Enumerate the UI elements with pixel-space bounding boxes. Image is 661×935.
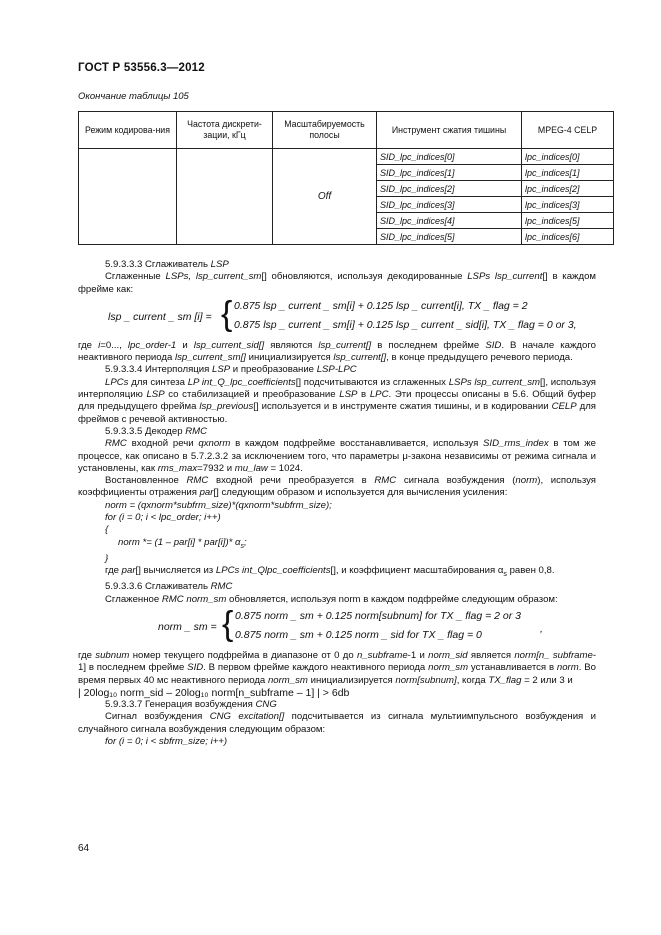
formula-rmc-smoothing	[78, 604, 596, 647]
col-header-silence-tool: Инструмент сжатия тишины	[377, 112, 522, 149]
code-line: for (i = 0; i < sbfrm_size; i++)	[105, 736, 228, 748]
document-header: ГОСТ Р 53556.3—2012	[78, 62, 205, 74]
formula-threshold: | 20log₁₀ norm_sid – 20log₁₀ norm[n_subframe – 1] | > 6db	[78, 686, 350, 699]
paragraph: RMC входной речи qxnorm в каждом подфрейме восстанавливается, используя SID_rms_index в том же процессе, как описано в 5.7.2.3.2 за исключением того, что параметры μ-закона независимы от режима сигнала и установлены, как rms_max=7932 и mu_law = 1024.	[78, 438, 596, 474]
paragraph: Сглаженное RMC norm_sm обновляется, используя norm в каждом подфрейме следующим образом:	[105, 593, 558, 605]
table-caption: Окончание таблицы 105	[78, 91, 189, 102]
cell-celp: lpc_indices[6]	[522, 229, 614, 245]
paragraph: где subnum номер текущего подфрейма в диапазоне от 0 до n_subframe-1 и norm_sid является norm[n_ subframe- 1] в последнем фрейме SID. В первом фрейме каждого неактивного периода norm_sm устанавливается в norm. Во время первых 40 мс неактивного периода norm_sm инициализируется norm[subnum], когда TX_flag = 2 или 3 и	[78, 649, 597, 686]
formula-comma: ,	[540, 622, 543, 635]
formula-case-2: 0.875 norm _ sm + 0.125 norm _ sid for TX _ flag = 0	[235, 628, 482, 641]
cell-sid: SID_lpc_indices[0]	[377, 149, 522, 165]
cell-celp: lpc_indices[0]	[522, 149, 614, 165]
cell-sid: SID_lpc_indices[1]	[377, 165, 522, 181]
section-heading-cng-excitation: 5.9.3.3.7 Генерация возбуждения CNG	[105, 699, 277, 711]
col-header-scalability: Масштабируемость полосы	[273, 112, 377, 149]
formula-brace: {	[221, 294, 233, 333]
page-number: 64	[78, 843, 90, 854]
col-header-sampling: Частота дискрети-зации, кГц	[177, 112, 273, 149]
cell-celp: lpc_indices[1]	[522, 165, 614, 181]
code-line: norm = (qxnorm*subfrm_size)*(qxnorm*subfrm_size);	[105, 499, 332, 511]
col-header-mode: Режим кодирова-ния	[79, 112, 177, 149]
paragraph: Востановленное RMC входной речи преобразуется в RMC сигнала возбуждения (norm), используя коэффициенты отражения par[] следующим образом и используется для вычисления усиления:	[78, 475, 596, 499]
code-line: norm *= (1 – par[i] * par[i])* $\alpha_s$;	[118, 536, 247, 550]
cell-sid: SID_lpc_indices[3]	[377, 197, 522, 213]
cell-sampling	[177, 149, 273, 245]
cell-celp: lpc_indices[5]	[522, 213, 614, 229]
cell-celp: lpc_indices[2]	[522, 181, 614, 197]
formula-brace: {	[222, 604, 234, 643]
paragraph: LPCs для синтеза LP int_Q_lpc_coefficients[] подсчитываются из сглаженных LSPs lsp_current_sm[], используя интерполяцию LSP со стабилизацией и преобразование LSP в LPC. Эти процессы описаны в 5.6. Общий буфер для предыдущего фрейма lsp_previous[] используется и в инструменте сжатия тишины, и в кодировании CELP для фреймов с речевой активностью.	[78, 376, 596, 425]
paragraph: Сигнал возбуждения CNG excitation[] подсчитывается из сигнала мультиимпульсного возбуждения и случайного сигнала возбуждения следующим образом:	[78, 711, 596, 735]
cell-scalability: Off	[273, 149, 377, 245]
section-heading-rmc-smoother: 5.9.3.3.6 Сглаживатель RMC	[105, 581, 233, 593]
table-105-end	[78, 111, 614, 245]
cell-sid: SID_lpc_indices[4]	[377, 213, 522, 229]
col-header-celp: MPEG-4 CELP	[522, 112, 614, 149]
cell-celp: lpc_indices[3]	[522, 197, 614, 213]
cell-mode	[79, 149, 177, 245]
code-line: for (i = 0; i < lpc_order; i++)	[105, 512, 221, 524]
formula-case-2: 0.875 lsp _ current _ sm[i] + 0.125 lsp _ current _ sid[i], TX _ flag = 0 or 3,	[234, 318, 577, 331]
paragraph: где par[] вычисляется из LPCs int_Qlpc_coefficients[], и коэффициент масштабирования $\alpha_s$ равен 0,8.	[105, 565, 555, 579]
section-heading-rmc-decoder: 5.9.3.3.5 Декодер RMC	[105, 425, 208, 437]
section-heading-lsp-smoother: 5.9.3.3.3 Сглаживатель LSP	[105, 259, 229, 270]
body-text	[78, 259, 596, 748]
code-line: }	[105, 552, 109, 564]
table-header-row	[79, 112, 614, 149]
formula-lsp-smoothing	[78, 294, 596, 337]
paragraph: где i=0..., lpc_order-1 и lsp_current_sid[] являются lsp_current[] в последнем фрейме SID. В начале каждого неактивного периода lsp_current_sm[] инициализируется lsp_current[], в конце предыдущего речевого периода.	[78, 339, 596, 364]
cell-sid: SID_lpc_indices[5]	[377, 229, 522, 245]
formula-case-1: 0.875 norm _ sm + 0.125 norm[subnum] for TX _ flag = 2 or 3	[235, 609, 521, 622]
formula-lhs: lsp _ current _ sm [i] =	[108, 310, 212, 323]
paragraph: Сглаженные LSPs, lsp_current_sm[] обновляются, используя декодированные LSPs lsp_current[] в каждом фрейме как:	[78, 271, 596, 295]
table-row	[79, 149, 614, 165]
cell-sid: SID_lpc_indices[2]	[377, 181, 522, 197]
code-line: {	[105, 524, 109, 536]
formula-lhs: norm _ sm =	[158, 620, 217, 633]
section-heading-lsp-interpolation: 5.9.3.3.4 Интерполяция LSP и преобразование LSP-LPC	[105, 364, 357, 376]
formula-case-1: 0.875 lsp _ current _ sm[i] + 0.125 lsp _ current[i], TX _ flag = 2	[234, 299, 528, 312]
